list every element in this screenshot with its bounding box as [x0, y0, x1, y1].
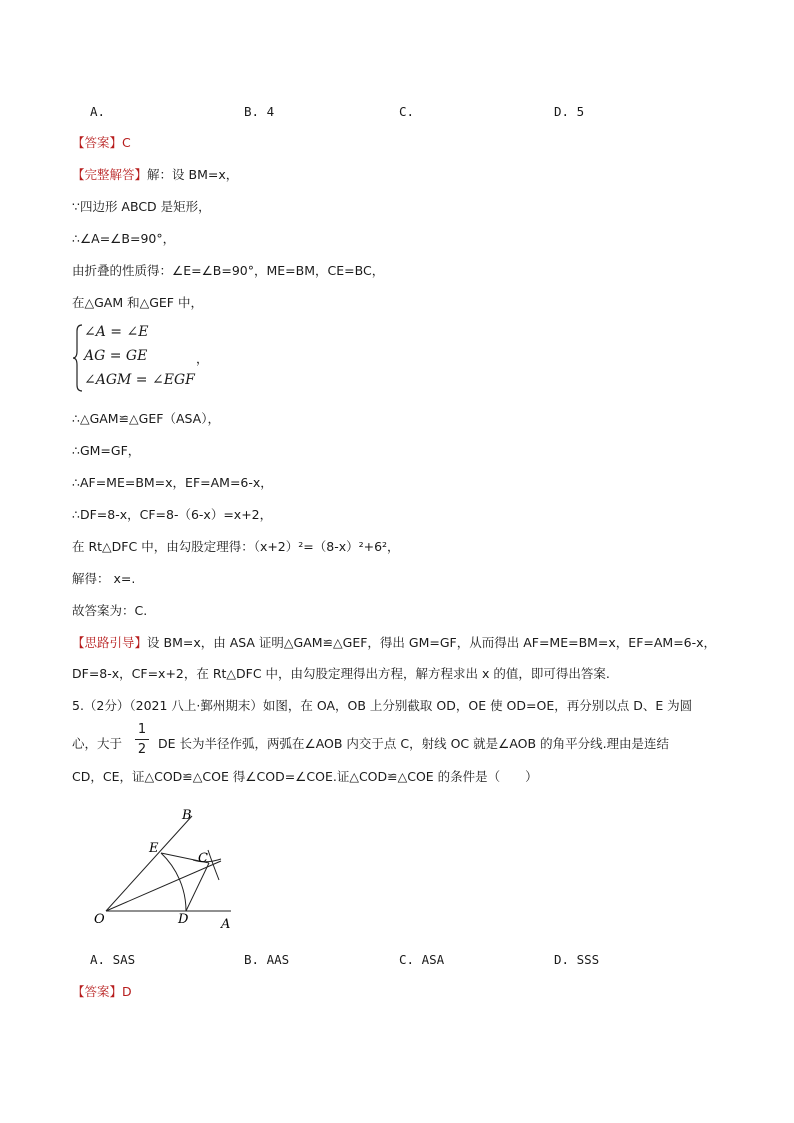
q5-line-2a: 心，大于 — [72, 736, 123, 751]
solution-text-1: 解：设 BM=x， — [147, 167, 239, 182]
solution-line-6: ∴△GAM≌△GEF（ASA）， — [72, 411, 220, 426]
hint-text-1: 设 BM=x，由 ASA 证明△GAM≌△GEF，得出 GM=GF，从而得出 AF=ME=BM=x，EF=AM=6-x， — [147, 635, 717, 650]
solution-line-11: 解得： x=. — [72, 571, 136, 586]
option-a: A. — [90, 104, 106, 119]
equation-system-tail: ， — [196, 351, 209, 366]
left-brace-icon — [72, 323, 84, 393]
label-a: A — [221, 917, 231, 932]
q5-answer-tag: 【答案】 — [72, 984, 123, 999]
solution-line-12: 故答案为：C. — [72, 603, 148, 618]
solution-line-2: ∵四边形 ABCD 是矩形， — [72, 199, 211, 214]
label-c: C — [198, 851, 208, 866]
solution-line-8: ∴AF=ME=BM=x，EF=AM=6-x， — [72, 475, 273, 490]
solution-line-1 — [72, 166, 238, 184]
label-e: E — [149, 841, 159, 856]
solution-line-9: ∴DF=8-x，CF=8-（6-x）=x+2， — [72, 507, 273, 522]
full-solution-tag: 【完整解答】 — [72, 167, 148, 182]
fraction-half — [133, 721, 151, 758]
fraction-numerator: 1 — [137, 722, 147, 737]
hint-tag: 【思路引导】 — [72, 635, 148, 650]
option-d: D. 5 — [554, 104, 585, 119]
ray-ob — [106, 816, 192, 911]
q5-option-d: D. SSS — [554, 952, 600, 967]
solution-line-7: ∴GM=GF， — [72, 443, 141, 458]
solution-line-3: ∴∠A=∠B=90°， — [72, 231, 176, 246]
fraction-denominator: 2 — [137, 742, 147, 757]
fraction-bar — [135, 739, 149, 740]
ray-oc — [106, 861, 221, 911]
equation-row-2: AG = GE — [84, 348, 148, 364]
answer-tag: 【答案】 — [72, 135, 123, 150]
solution-line-5: 在△GAM 和△GEF 中， — [72, 295, 203, 310]
equation-row-1: ∠A = ∠E — [84, 324, 149, 340]
option-b: B. 4 — [244, 104, 275, 119]
q5-line-1: 5.（2分）（2021 八上·鄞州期末）如图，在 OA，OB 上分别截取 OD，OE 使 OD=OE，再分别以点 D、E 为圆 — [72, 698, 693, 713]
answer-value: C — [122, 135, 131, 150]
arc-from-e — [208, 850, 219, 880]
q5-option-b: B. AAS — [244, 952, 290, 967]
q5-answer-value: D — [122, 984, 132, 999]
q5-line-3: CD，CE，证△COD≌△COE 得∠COD=∠COE.证△COD≌△COE 的条件是（ ） — [72, 769, 538, 784]
q5-option-a: A. SAS — [90, 952, 136, 967]
equation-system — [72, 323, 212, 393]
q5-answer-line — [72, 983, 132, 1001]
q5-line-2b: DE 长为半径作弧，两弧在∠AOB 内交于点 C，射线 OC 就是∠AOB 的角平分线.理由是连结 — [158, 736, 670, 751]
label-o: O — [94, 912, 105, 927]
geometry-figure — [88, 800, 248, 935]
segment-cd — [186, 863, 209, 911]
option-c: C. — [399, 104, 415, 119]
hint-line-1 — [72, 634, 716, 652]
q5-option-c: C. ASA — [399, 952, 445, 967]
hint-line-2: DF=8-x，CF=x+2，在 Rt△DFC 中，由勾股定理得出方程，解方程求出 x 的值，即可得出答案. — [72, 666, 610, 681]
solution-line-4: 由折叠的性质得：∠E=∠B=90°，ME=BM，CE=BC， — [72, 263, 385, 278]
solution-line-10: 在 Rt△DFC 中，由勾股定理得：（x+2）²=（8-x）²+6²， — [72, 539, 400, 554]
equation-row-3: ∠AGM = ∠EGF — [84, 372, 195, 388]
label-d: D — [178, 912, 189, 927]
answer-line — [72, 134, 131, 152]
label-b: B — [182, 808, 192, 823]
